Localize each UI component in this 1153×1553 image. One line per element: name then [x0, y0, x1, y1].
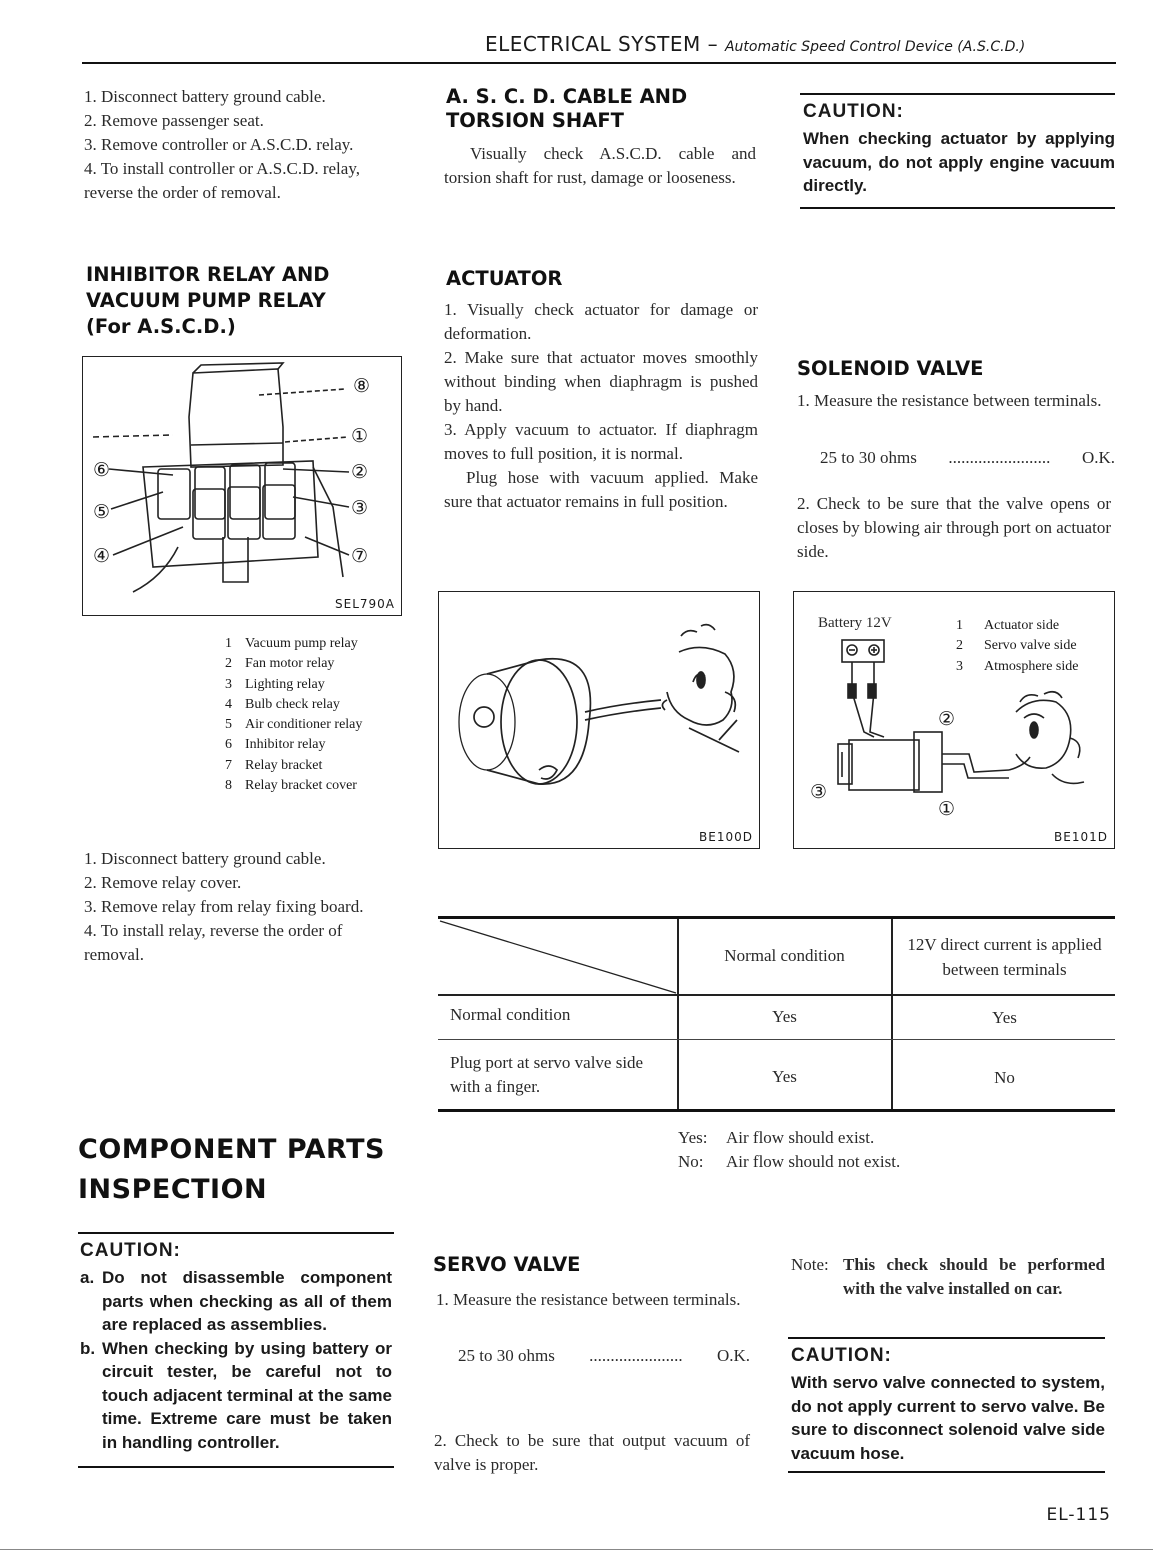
legend-item: 7 Relay bracket — [225, 757, 323, 773]
table-vline-2 — [891, 919, 893, 1109]
table-notes — [678, 1126, 900, 1174]
relay-figure-code: SEL790A — [335, 597, 395, 611]
actuator-section-title: ACTUATOR — [446, 267, 563, 290]
header-dash: – — [700, 32, 725, 56]
solenoid-spec — [820, 446, 1115, 470]
controller-step: 4. To install controller or A.S.C.D. relay, reverse the order of removal. — [84, 159, 360, 202]
servo-spec — [458, 1344, 750, 1368]
table-row-label: Normal condition — [450, 1005, 571, 1024]
note-caution-rule-top — [788, 1337, 1105, 1339]
note-caution-body: With servo valve connected to system, do not apply current to servo valve. Be sure to disconnect solenoid valve side vacuum hose. — [791, 1373, 1105, 1463]
solenoid-step1: 1. Measure the resistance between terminals. — [797, 391, 1102, 410]
table-note: Yes: Air flow should exist. — [678, 1128, 875, 1147]
component-parts-title — [78, 1130, 385, 1210]
solenoid-legend — [956, 616, 1078, 677]
relay-callout-7: ⑦ — [351, 546, 369, 567]
relay-step: 2. Remove relay cover. — [84, 873, 242, 892]
legend-item: 4 Bulb check relay — [225, 696, 340, 712]
actuator-step: 1. Visually check actuator for damage or deformation. — [444, 300, 758, 343]
actuator-step: 2. Make sure that actuator moves smoothly without binding when diaphragm is pushed by hand. — [444, 348, 758, 415]
servo-spec-result: O.K. — [716, 1346, 750, 1365]
header-rule — [82, 62, 1116, 64]
solenoid-step2: 2. Check to be sure that the valve opens or closes by blowing air through port on actuator side. — [797, 494, 1111, 561]
page-bottom-rule — [0, 1549, 1153, 1550]
legend-item: 6 Inhibitor relay — [225, 737, 326, 753]
actuator-steps — [444, 298, 758, 514]
solenoid-callout-1: ① — [938, 799, 956, 820]
relay-steps — [84, 847, 402, 967]
legend-item: 1 Vacuum pump relay — [225, 636, 358, 651]
component-caution-title: CAUTION: — [80, 1240, 181, 1261]
component-title-line: COMPONENT PARTS — [78, 1134, 385, 1165]
header-subtitle: Automatic Speed Control Device (A.S.C.D.) — [724, 39, 1026, 55]
solenoid-figure-code: BE101D — [1054, 830, 1108, 844]
table-row-label: Plug port at servo valve side with a finger. — [450, 1053, 644, 1096]
caution-top — [803, 101, 1115, 198]
relay-title-line: VACUUM PUMP RELAY — [86, 289, 326, 312]
relay-callout-3: ③ — [351, 498, 369, 519]
solenoid-spec-dots: ........................ — [948, 448, 1051, 467]
legend-item: 3 Atmosphere side — [956, 658, 1079, 674]
caution-item-b: b. When checking by using battery or circuit tester, be careful not to touch adjacent terminal at the same time. Extreme care must be taken in handling controller. — [80, 1337, 392, 1455]
page-header — [485, 32, 1025, 56]
header-title: ELECTRICAL SYSTEM — [485, 32, 701, 56]
solenoid-spec-value: 25 to 30 ohms — [820, 448, 917, 467]
table-cell: Yes — [772, 1007, 797, 1026]
cable-title-line: TORSION SHAFT — [446, 109, 624, 132]
actuator-figure — [438, 591, 760, 849]
relay-title-line: INHIBITOR RELAY AND — [86, 263, 330, 286]
table-cell: Yes — [992, 1008, 1017, 1027]
table-diagonal — [438, 919, 678, 995]
note-text: This check should be performed with the valve installed on car. — [843, 1255, 1105, 1298]
relay-callout-1: ① — [351, 426, 369, 447]
actuator-figure-code: BE100D — [699, 830, 753, 844]
legend-item: 8 Relay bracket cover — [225, 778, 357, 794]
caution-item-b-text: When checking by using battery or circuit tester, be careful not to touch adjacent terminal at the same time. Extreme care must be taken in handling controller. — [102, 1338, 392, 1452]
solenoid-callout-2: ② — [938, 709, 956, 730]
relay-callout-2: ② — [351, 462, 369, 483]
note-section — [791, 1253, 1105, 1301]
controller-step: 1. Disconnect battery ground cable. — [84, 87, 326, 106]
caution-top-rule-top — [800, 93, 1115, 95]
table-hline-2 — [438, 1039, 1115, 1040]
relay-figure — [82, 356, 402, 616]
relay-callout-4: ④ — [93, 546, 111, 567]
solenoid-section-title: SOLENOID VALVE — [797, 357, 984, 380]
legend-item: 2 Fan motor relay — [225, 656, 335, 672]
relay-step: 1. Disconnect battery ground cable. — [84, 849, 326, 868]
relay-legend — [225, 634, 362, 796]
table-cell: Yes — [772, 1067, 797, 1086]
caution-item-a-text: Do not disassemble component parts when checking as all of them are replaced as assemblies. — [102, 1268, 392, 1334]
table-hline-1 — [438, 994, 1115, 996]
controller-step: 3. Remove controller or A.S.C.D. relay. — [84, 135, 354, 154]
solenoid-callout-3: ③ — [810, 782, 828, 803]
servo-step2: 2. Check to be sure that output vacuum of valve is proper. — [434, 1431, 750, 1474]
servo-section-title: SERVO VALVE — [433, 1253, 581, 1276]
solenoid-spec-result: O.K. — [1081, 448, 1115, 467]
relay-step: 4. To install relay, reverse the order of removal. — [84, 921, 343, 964]
legend-item: 2 Servo valve side — [956, 638, 1077, 654]
controller-steps — [84, 85, 402, 205]
actuator-diagram — [439, 592, 759, 848]
cable-section-body: Visually check A.S.C.D. cable and torsion shaft for rust, damage or looseness. — [444, 144, 756, 187]
servo-spec-value: 25 to 30 ohms — [458, 1346, 555, 1365]
component-caution-rule-top — [78, 1232, 394, 1234]
caution-top-body: When checking actuator by applying vacuum, do not apply engine vacuum directly. — [803, 129, 1115, 195]
legend-item: 1 Actuator side — [956, 618, 1060, 633]
page-number: EL-115 — [1046, 1505, 1111, 1525]
component-title-line: INSPECTION — [78, 1174, 268, 1205]
relay-callout-6: ⑥ — [93, 460, 111, 481]
caution-top-rule-bottom — [800, 207, 1115, 209]
relay-callout-5: ⑤ — [93, 502, 111, 523]
actuator-note: Plug hose with vacuum applied. Make sure that actuator remains in full position. — [444, 468, 758, 511]
note-caution-title: CAUTION: — [791, 1345, 892, 1366]
note-caution — [791, 1345, 1105, 1465]
note-key: Note: — [791, 1255, 829, 1274]
component-caution-rule-bottom — [78, 1466, 394, 1468]
servo-step1: 1. Measure the resistance between terminals. — [436, 1290, 741, 1309]
legend-item: 5 Air conditioner relay — [225, 717, 363, 733]
table-note: No: Air flow should not exist. — [678, 1152, 901, 1171]
relay-callout-8: ⑧ — [353, 376, 371, 397]
caution-item-a: a. Do not disassemble component parts when checking as all of them are replaced as assemblies. — [80, 1266, 392, 1337]
table-cell: No — [994, 1068, 1015, 1087]
table-rule-bottom — [438, 1109, 1115, 1112]
solenoid-battery-label: Battery 12V — [818, 615, 892, 631]
relay-section-title — [86, 262, 329, 340]
relay-step: 3. Remove relay from relay fixing board. — [84, 897, 364, 916]
table-header-normal: Normal condition — [724, 946, 845, 965]
table-header-12v: 12V direct current is applied between terminals — [907, 935, 1102, 979]
cable-title-line: A. S. C. D. CABLE AND — [446, 85, 688, 108]
controller-step: 2. Remove passenger seat. — [84, 111, 264, 130]
actuator-step: 3. Apply vacuum to actuator. If diaphragm moves to full position, it is normal. — [444, 420, 758, 463]
cable-section-title — [446, 85, 687, 133]
solenoid-figure — [793, 591, 1115, 849]
component-caution — [80, 1240, 392, 1454]
valve-check-table — [438, 919, 1115, 1110]
caution-top-title: CAUTION: — [803, 101, 904, 122]
servo-spec-dots: ...................... — [589, 1346, 683, 1365]
relay-title-line: (For A.S.C.D.) — [86, 315, 236, 338]
note-caution-rule-bottom — [788, 1471, 1105, 1473]
legend-item: 3 Lighting relay — [225, 676, 325, 692]
